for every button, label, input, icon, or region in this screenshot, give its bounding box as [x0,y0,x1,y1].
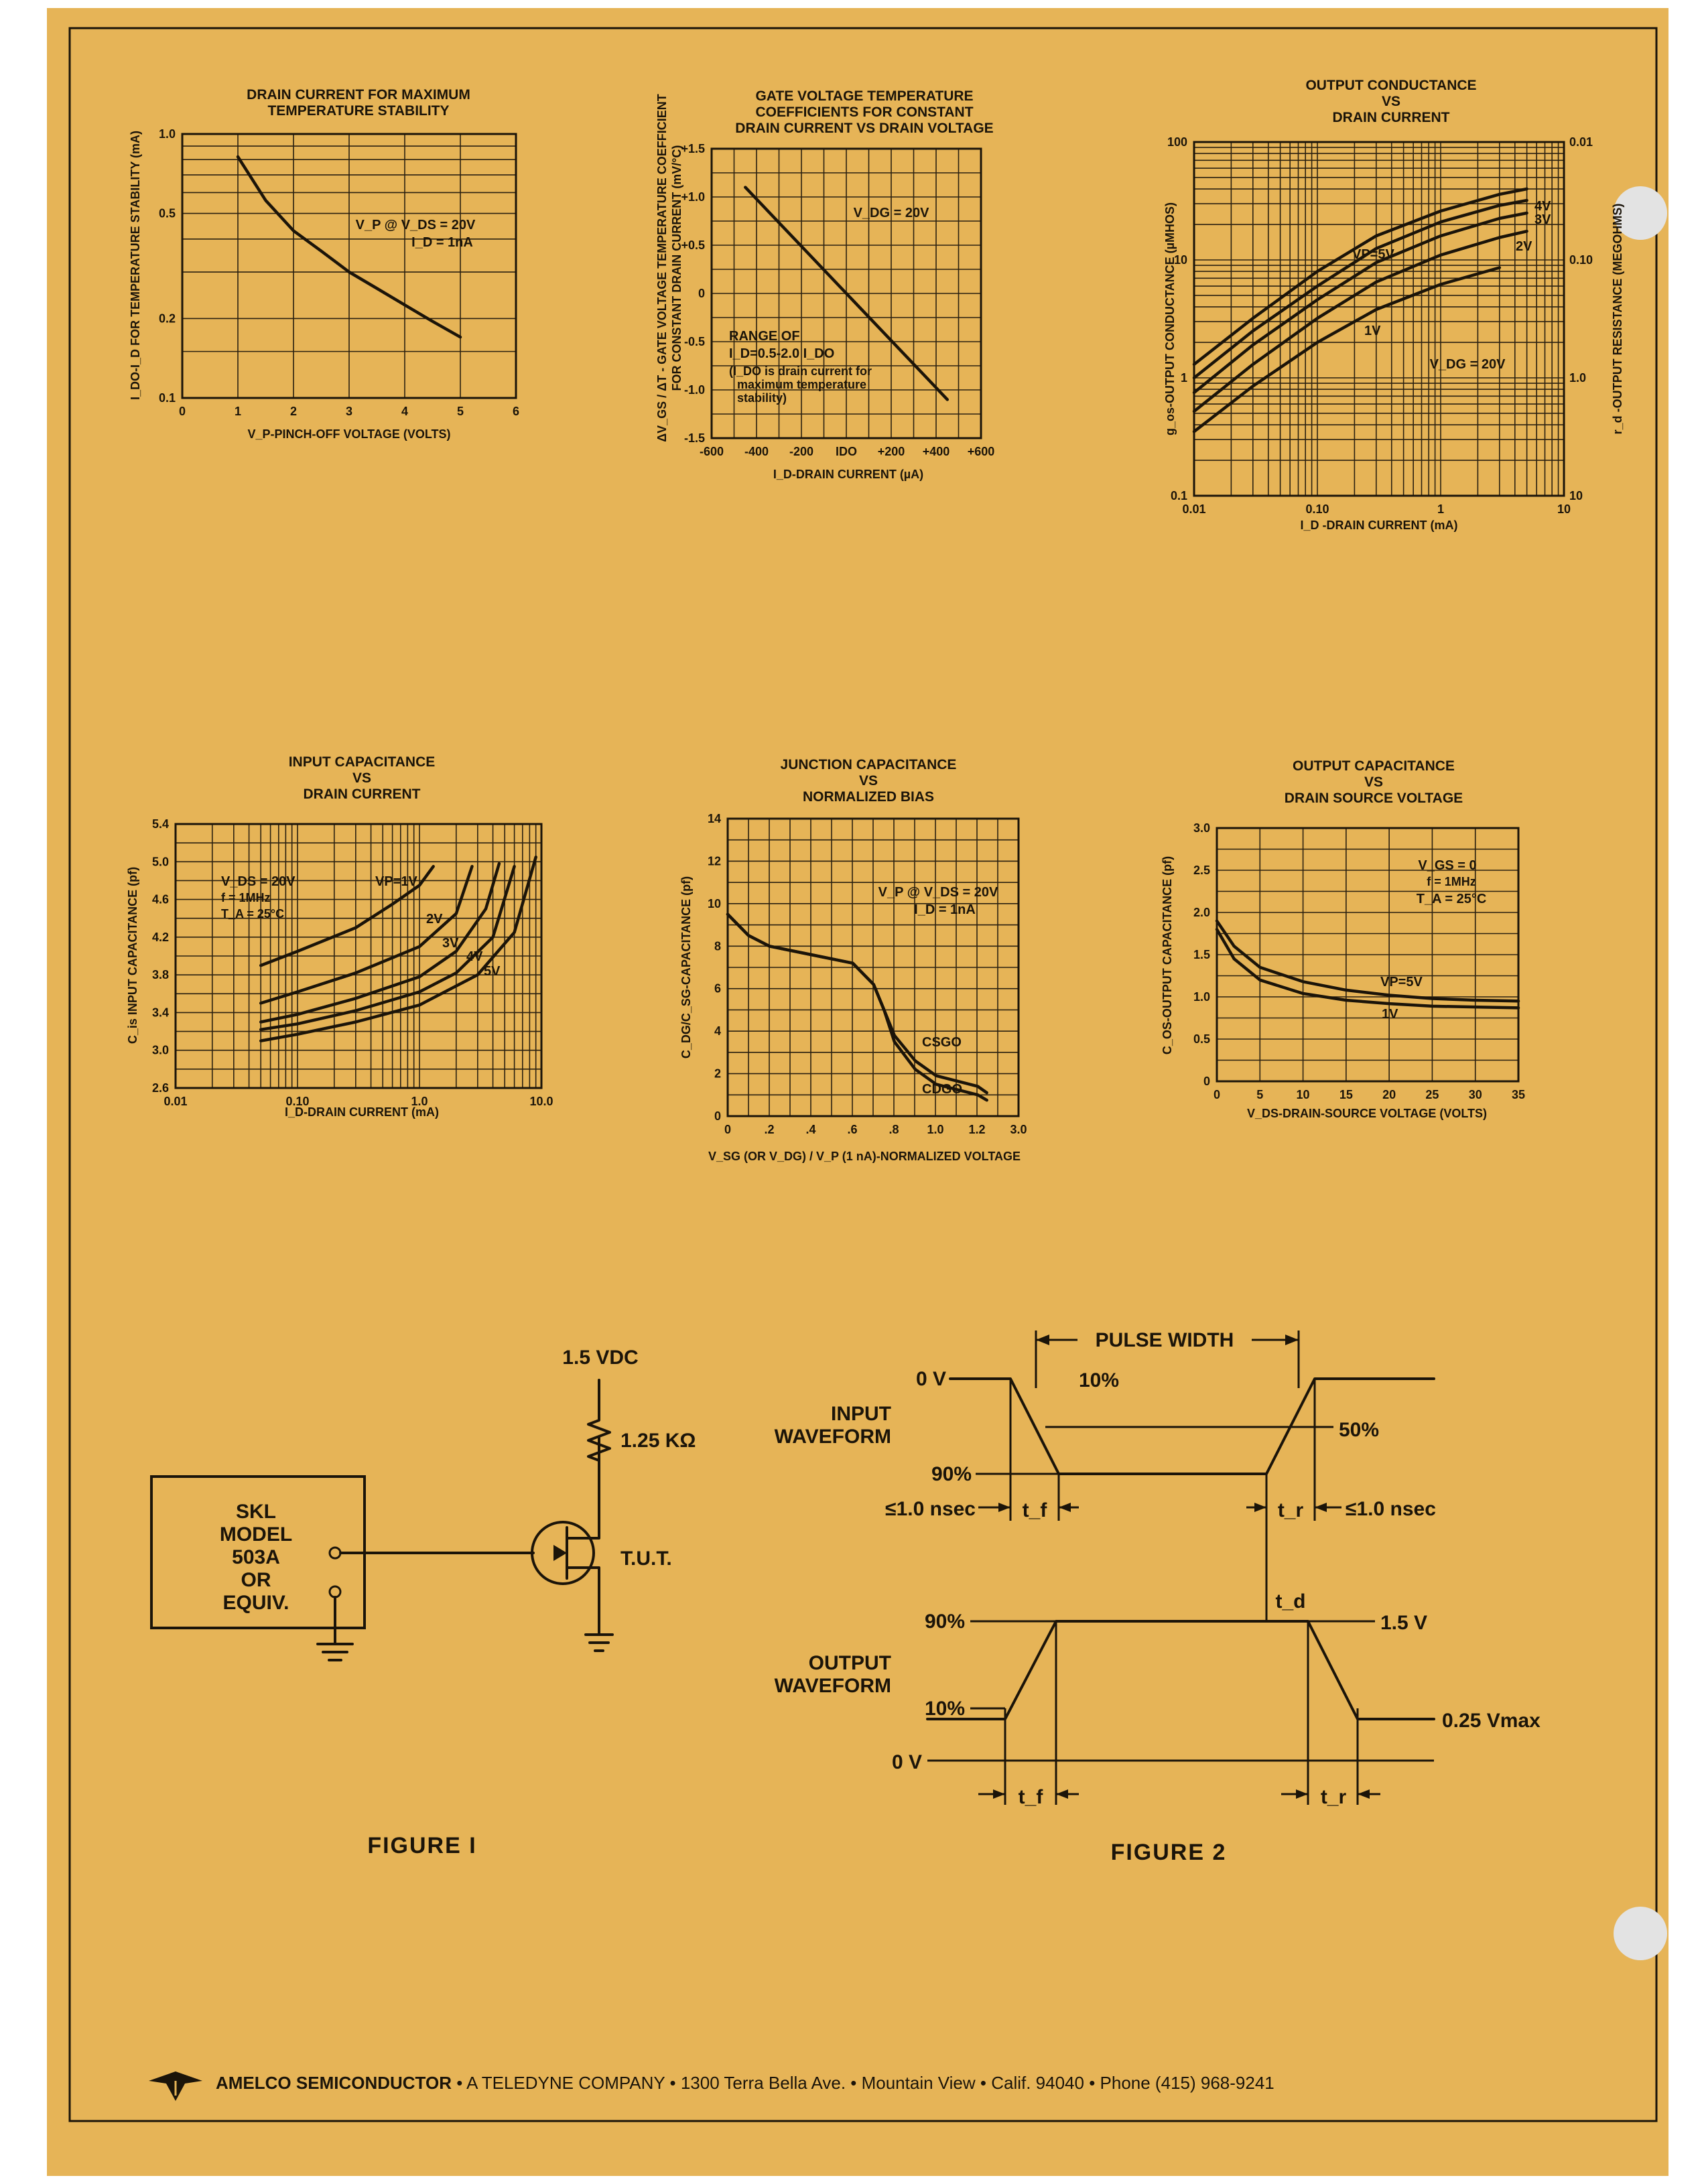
chart-title-line: DRAIN CURRENT [303,787,421,802]
x-axis-label: I_D -DRAIN CURRENT (mA) [1300,519,1458,532]
annotation-text: stability) [737,391,787,405]
input-ninety-percent: 90% [931,1463,972,1485]
x-tick-label: -600 [699,445,724,458]
y-tick-label: 4.2 [151,930,169,944]
x-tick-label: 0.01 [1182,502,1206,516]
series-label: 1V [1364,324,1381,338]
annotation-text: V_DG = 20V [1429,357,1506,372]
x-tick-label: 35 [1511,1088,1526,1101]
y-axis-label: FOR CONSTANT DRAIN CURRENT (mV/°C) [670,145,683,391]
x-tick-label: 0 [724,1123,732,1136]
device-label: T.U.T. [620,1548,672,1570]
y-tick-label: 2 [714,1067,721,1081]
annotation-text: V_DS = 20V [221,874,296,889]
chart-title-line: VS [858,773,878,789]
x-tick-label: 2 [289,405,298,418]
y-axis-label: g_os-OUTPUT CONDUCTANCE (µMHOS) [1163,202,1177,436]
y-axis-label: ΔV_GS / ΔT - GATE VOLTAGE TEMPERATURE COEFFICIENT [655,94,669,442]
x-tick-label: +600 [967,445,995,458]
y-tick-label: 1.0 [158,127,176,141]
y-axis-label: I_DO-I_D FOR TEMPERATURE STABILITY (mA) [129,130,142,401]
output-waveform-label: OUTPUT [808,1652,891,1674]
series-label: CDGO [922,1082,962,1097]
y-tick-label: 3.4 [151,1006,169,1020]
y-tick-label: 0 [1203,1075,1210,1088]
y-tick-label: 0.1 [1170,489,1187,502]
annotation-text: f = 1MHz [1427,875,1476,888]
x-tick-label: 1 [234,405,242,418]
output-fall-time-label: t_f [1018,1786,1043,1808]
chart-title-line: DRAIN CURRENT [1332,110,1450,125]
chart-title-line: COEFFICIENTS FOR CONSTANT [755,105,974,120]
chart-title-line: DRAIN CURRENT VS DRAIN VOLTAGE [735,121,994,136]
x-tick-label: 3 [345,405,353,418]
x-tick-label: 1.0 [411,1095,428,1108]
x-tick-label: 20 [1382,1088,1396,1101]
y2-tick-label: 0.01 [1569,135,1593,149]
series-label: 3V [1534,212,1551,227]
y-tick-label: 10 [707,896,721,910]
x-axis-label: I_D-DRAIN CURRENT (µA) [773,468,924,481]
x-tick-label: .6 [847,1123,858,1136]
x-tick-label: 3.0 [1010,1123,1027,1136]
annotation-text: (I_DO is drain current for [729,364,872,378]
figure-1-caption: FIGURE I [367,1833,477,1858]
annotation-text: I_D = 1nA [411,235,473,250]
chart-title-line: DRAIN SOURCE VOLTAGE [1284,791,1463,806]
figure-2-caption: FIGURE 2 [1110,1840,1227,1865]
x-tick-label: .8 [889,1123,899,1136]
x-tick-label: 0 [178,405,186,418]
series-label: 4V [1534,199,1551,214]
chart-title-line: VS [352,770,372,786]
series-label: 5V [484,964,501,979]
series-label: VP=1V [375,874,417,889]
footer-company: AMELCO SEMICONDUCTOR [216,2073,452,2093]
y-tick-label: 10 [1173,253,1187,267]
x-tick-label: 4 [401,405,409,418]
chart-title-line: DRAIN CURRENT FOR MAXIMUM [247,87,470,103]
y-tick-label: 2.6 [151,1081,169,1095]
y-tick-label: 5.4 [151,817,169,831]
annotation-text: V_GS = 0 [1418,858,1477,873]
annotation-text: V_P @ V_DS = 20V [355,218,476,232]
output-waveform-label: WAVEFORM [774,1675,891,1697]
x-tick-label: 6 [512,405,520,418]
x-tick-label: 10 [1557,502,1571,516]
input-waveform-label: WAVEFORM [774,1426,891,1448]
y-tick-label: 0.5 [1193,1032,1210,1046]
y-tick-label: 12 [707,854,721,868]
y-tick-label: -1.5 [683,431,705,445]
rise-time-spec: ≤1.0 nsec [1346,1498,1436,1520]
series-label: 1V [1382,1007,1398,1022]
y-tick-label: 1 [1180,371,1187,385]
y-tick-label: 2.0 [1193,906,1210,919]
series-label: 2V [1516,239,1532,254]
y-tick-label: 4.6 [151,892,169,906]
y-tick-label: 8 [714,939,721,953]
series-label: CSGO [922,1035,962,1050]
supply-label: 1.5 VDC [562,1347,639,1369]
y-tick-label: 0 [698,287,705,300]
x-tick-label: .4 [805,1123,816,1136]
output-ninety-percent: 90% [924,1611,965,1633]
pulse-width-label: PULSE WIDTH [1095,1329,1234,1351]
output-rise-time-label: t_r [1320,1786,1347,1808]
y-tick-label: 3.0 [1193,821,1210,835]
y-axis-label: C_DG/C_SG-CAPACITANCE (pf) [679,876,693,1059]
y-tick-label: 1.5 [1193,948,1210,961]
y-tick-label: +1.0 [681,190,705,204]
output-voltage-level: 1.5 V [1380,1612,1428,1634]
annotation-text: maximum temperature [737,378,867,391]
x-axis-label: I_D-DRAIN CURRENT (mA) [285,1105,439,1119]
y-tick-label: 6 [714,981,721,996]
series-label: VP=5V [1380,975,1423,989]
chart-title-line: GATE VOLTAGE TEMPERATURE [755,88,974,104]
delay-time-label: t_d [1275,1590,1306,1613]
annotation-text: RANGE OF [729,329,800,344]
punch-hole-bottom [1614,1907,1667,1960]
annotation-text: T_A = 25°C [1416,892,1487,906]
output-max-level: 0.25 Vmax [1442,1710,1541,1732]
ground-terminal [330,1586,340,1597]
input-ten-percent: 10% [1078,1369,1120,1391]
series-label: 4V [466,949,483,964]
chart-title-line: VS [1364,774,1384,790]
resistor-label: 1.25 KΩ [620,1430,696,1452]
generator-label: 503A [232,1546,280,1568]
x-tick-label: 0.10 [285,1095,310,1108]
y-tick-label: 0.2 [158,312,176,326]
footer-text [216,2073,1274,2093]
x-tick-label: 30 [1468,1088,1482,1101]
x-axis-label: V_DS-DRAIN-SOURCE VOLTAGE (VOLTS) [1246,1107,1488,1120]
chart-title-line: JUNCTION CAPACITANCE [780,757,957,772]
y-tick-label: 5.0 [151,855,169,869]
generator-label: MODEL [219,1523,293,1546]
x-tick-label: +200 [877,445,905,458]
x-tick-label: +400 [922,445,950,458]
x-tick-label: -400 [744,445,769,458]
annotation-text: V_DG = 20V [853,206,929,220]
input-zero-level: 0 V [915,1368,946,1390]
y2-tick-label: 0.10 [1569,253,1593,267]
x-tick-label: .2 [764,1123,775,1136]
output-zero-level: 0 V [891,1751,922,1773]
series-label: VP=5V [1352,247,1394,262]
x-tick-label: 10.0 [529,1095,553,1108]
y2-tick-label: 1.0 [1569,371,1587,385]
y2-axis-label: r_d -OUTPUT RESISTANCE (MEGOHMS) [1611,203,1624,435]
input-waveform-label: INPUT [831,1403,891,1425]
y-axis-label: C_is INPUT CAPACITANCE (pf) [126,866,139,1044]
x-tick-label: 15 [1339,1088,1353,1101]
x-axis-label: V_SG (OR V_DG) / V_P (1 nA)-NORMALIZED VOLTAGE [708,1150,1021,1163]
annotation-text: V_P @ V_DS = 20V [878,885,998,900]
x-tick-label: 0.10 [1305,502,1329,516]
x-tick-label: 5 [456,405,464,418]
y-tick-label: 0 [714,1109,721,1123]
input-fifty-percent: 50% [1339,1419,1380,1441]
generator-label: SKL [236,1501,276,1523]
y-axis-label: C_OS-OUTPUT CAPACITANCE (pf) [1161,856,1174,1055]
y-tick-label: 4 [714,1024,721,1038]
y2-tick-label: 10 [1569,489,1583,502]
chart-title-line: OUTPUT CAPACITANCE [1293,758,1455,774]
chart-title-line: VS [1381,94,1401,109]
x-tick-label: 0 [1213,1088,1221,1101]
x-axis-label: V_P-PINCH-OFF VOLTAGE (VOLTS) [247,427,451,441]
y-tick-label: 3.0 [151,1043,169,1057]
fall-time-spec: ≤1.0 nsec [885,1498,976,1520]
x-tick-label: -200 [789,445,814,458]
generator-label: EQUIV. [222,1592,289,1614]
chart-title-line: TEMPERATURE STABILITY [267,103,450,119]
y-tick-label: +1.5 [681,142,705,155]
annotation-text: f = 1MHz [221,891,271,904]
y-tick-label: +0.5 [681,238,705,252]
annotation-text: I_D = 1nA [914,902,976,917]
x-tick-label: 1.2 [968,1123,986,1136]
y-tick-label: -0.5 [683,335,705,348]
y-tick-label: 14 [707,812,721,825]
footer-address: • A TELEDYNE COMPANY • 1300 Terra Bella Ave. • Mountain View • Calif. 94040 • Phone (415) 968-9241 [451,2073,1274,2093]
x-tick-label: 10 [1296,1088,1310,1101]
annotation-text: I_D=0.5-2.0 I_DO [729,346,835,361]
y-tick-label: 100 [1167,135,1187,149]
fall-time-label: t_f [1022,1499,1047,1521]
y-tick-label: 2.5 [1193,864,1210,877]
x-tick-label: 1.0 [927,1123,944,1136]
x-tick-label: 5 [1256,1088,1264,1101]
output-terminal [330,1548,340,1558]
y-tick-label: 1.0 [1193,990,1210,1004]
rise-time-label: t_r [1277,1499,1304,1521]
y-tick-label: 0.5 [158,206,176,220]
series-label: 3V [442,936,459,951]
chart-title-line: OUTPUT CONDUCTANCE [1305,78,1477,93]
x-tick-label: 25 [1425,1088,1439,1101]
y-tick-label: 0.1 [158,391,176,405]
generator-label: OR [241,1569,271,1591]
series-label: 2V [426,912,443,927]
output-ten-percent: 10% [924,1698,965,1720]
chart-title-line: INPUT CAPACITANCE [288,754,436,770]
y-tick-label: 3.8 [151,968,169,982]
x-tick-label: IDO [835,445,858,458]
chart-title-line: NORMALIZED BIAS [803,789,934,805]
y-tick-label: -1.0 [683,383,705,397]
annotation-text: T_A = 25°C [221,907,285,920]
x-tick-label: 0.01 [163,1095,188,1108]
x-tick-label: 1 [1437,502,1445,516]
